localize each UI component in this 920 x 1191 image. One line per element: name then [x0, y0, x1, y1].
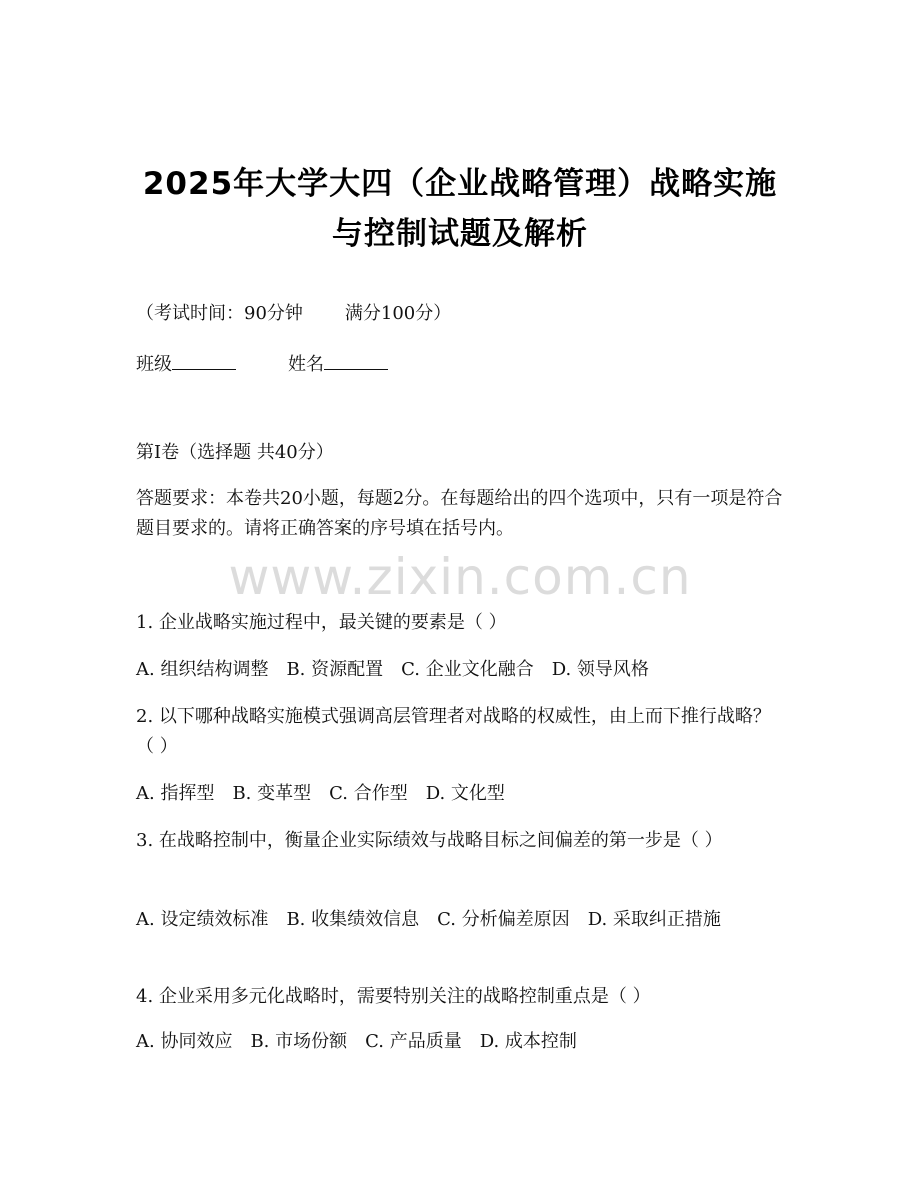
section-instructions: 答题要求：本卷共20小题，每题2分。在每题给出的四个选项中，只有一项是符合题目要求的。请将正确答案的序号填在括号内。	[136, 488, 783, 539]
question-2-stem: 2. 以下哪种战略实施模式强调高层管理者对战略的权威性，由上而下推行战略？（ ）	[136, 706, 771, 757]
option-c[interactable]: C. 合作型	[329, 783, 408, 804]
student-fields	[136, 351, 388, 377]
name-blank[interactable]	[324, 351, 388, 370]
page-title-line-2: 与控制试题及解析	[332, 216, 588, 252]
option-d[interactable]: D. 领导风格	[551, 659, 649, 680]
option-c[interactable]: C. 分析偏差原因	[437, 909, 570, 930]
option-d[interactable]: D. 成本控制	[479, 1031, 577, 1052]
exam-score: 满分100分）	[344, 303, 452, 324]
question-3-options	[136, 905, 786, 935]
option-b[interactable]: B. 变革型	[232, 783, 312, 804]
option-a[interactable]: A. 协同效应	[136, 1031, 233, 1052]
option-c[interactable]: C. 产品质量	[365, 1031, 462, 1052]
option-a[interactable]: A. 指挥型	[136, 783, 215, 804]
class-blank[interactable]	[172, 351, 236, 370]
option-b[interactable]: B. 市场份额	[250, 1031, 348, 1052]
question-3-stem: 3. 在战略控制中，衡量企业实际绩效与战略目标之间偏差的第一步是（ ）	[136, 830, 723, 851]
watermark: www.zixin.com.cn	[228, 548, 692, 606]
section-heading: 第I卷（选择题 共40分）	[136, 442, 334, 463]
option-d[interactable]: D. 采取纠正措施	[587, 909, 721, 930]
question-4-stem: 4. 企业采用多元化战略时，需要特别关注的战略控制重点是（ ）	[136, 986, 651, 1007]
question-1-options	[136, 658, 649, 682]
question-1-stem: 1. 企业战略实施过程中，最关键的要素是（ ）	[136, 612, 507, 633]
option-b[interactable]: B. 资源配置	[286, 659, 384, 680]
class-label: 班级	[136, 354, 172, 375]
question-4-options	[136, 1030, 577, 1054]
question-2-options	[136, 782, 505, 806]
option-a[interactable]: A. 设定绩效标准	[136, 909, 269, 930]
option-d[interactable]: D. 文化型	[425, 783, 505, 804]
exam-time: （考试时间：90分钟	[136, 303, 303, 324]
exam-meta	[136, 302, 451, 326]
option-c[interactable]: C. 企业文化融合	[401, 659, 534, 680]
option-b[interactable]: B. 收集绩效信息	[286, 909, 420, 930]
page-title-line-1: 2025年大学大四（企业战略管理）战略实施	[142, 166, 778, 202]
option-a[interactable]: A. 组织结构调整	[136, 659, 269, 680]
name-label: 姓名	[288, 354, 324, 375]
